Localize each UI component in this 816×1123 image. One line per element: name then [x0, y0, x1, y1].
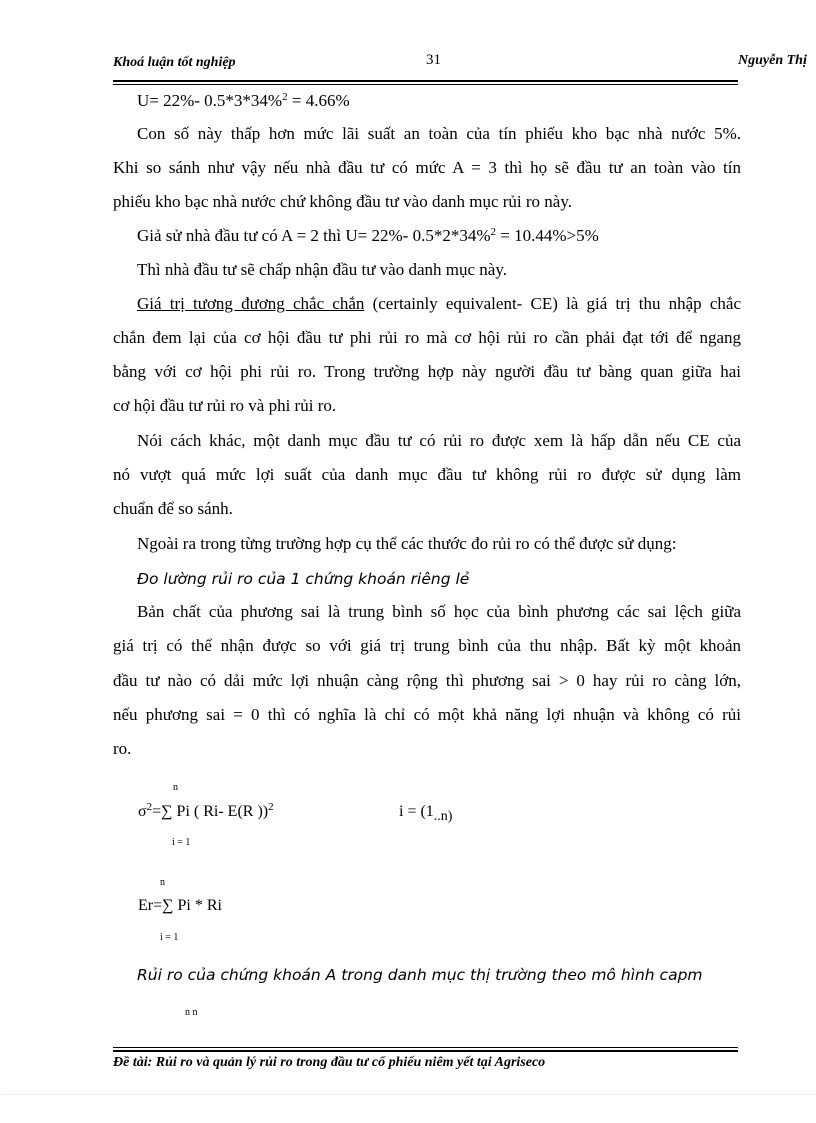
- capm-limits: n n: [185, 1007, 198, 1018]
- page-edge-dotted-line: [0, 1094, 816, 1095]
- variance-upper-limit: n: [173, 782, 178, 793]
- er-lower-limit: i = 1: [160, 932, 179, 943]
- header-right: Nguyễn Thị: [738, 53, 807, 68]
- paragraph-line: chắn đem lại của cơ hội đầu tư phi rủi ro mà cơ hội rủi ro cần phải đạt tới để ngang: [113, 328, 741, 347]
- equation-utility-a3: U= 22%- 0.5*3*34%$^2$ = 4.66%: [137, 91, 350, 110]
- paragraph-line: phiếu kho bạc nhà nước chứ không đầu tư vào danh mục rủi ro này.: [113, 192, 572, 211]
- paragraph-line: ro.: [113, 739, 132, 758]
- section-heading: Đo lường rủi ro của 1 chứng khoán riêng lẻ: [137, 570, 470, 588]
- paragraph-line: Nói cách khác, một danh mục đầu tư có rủi ro được xem là hấp dẫn nếu CE của: [137, 431, 741, 450]
- expected-return-formula: Er=∑ Pi * Ri: [138, 897, 222, 914]
- er-upper-limit: n: [160, 877, 165, 888]
- footer-rule-top: [113, 1047, 738, 1048]
- paragraph-line: Ngoài ra trong từng trường hợp cụ thể các thước đo rủi ro có thể được sử dụng:: [137, 534, 677, 553]
- footer-rule-bottom: [113, 1050, 738, 1052]
- variance-formula: $\sigma^2=\sum$ Pi ( Ri- E(R ))$^2$: [138, 801, 274, 820]
- paragraph-line: chuẩn để so sánh.: [113, 499, 233, 518]
- ce-term: Giá trị tương đương chắc chắn: [137, 294, 365, 313]
- paragraph-line: Khi so sánh như vậy nếu nhà đầu tư có mức A = 3 thì họ sẽ đầu tư an toàn vào tín: [113, 158, 741, 177]
- header-left: Khoá luận tốt nghiệp: [113, 55, 236, 70]
- variance-index-range: i = (1..n): [399, 803, 453, 824]
- paragraph-line: nếu phương sai = 0 thì có nghĩa là chỉ có một khả năng lợi nhuận và không có rủi: [113, 705, 741, 724]
- paragraph-line: Con số này thấp hơn mức lãi suất an toàn của tín phiếu kho bạc nhà nước 5%.: [137, 124, 741, 143]
- footer-title: Đề tài: Rủi ro và quản lý rủi ro trong đầu tư cổ phiếu niêm yết tại Agriseco: [113, 1055, 546, 1070]
- paragraph-line: cơ hội đầu tư rủi ro và phi rủi ro.: [113, 396, 337, 415]
- ce-definition-line: Giá trị tương đương chắc chắn (certainly equivalent- CE) là giá trị thu nhập chắc: [137, 294, 741, 313]
- capm-heading: Rủi ro của chứng khoán A trong danh mục thị trường theo mô hình capm: [137, 966, 703, 984]
- page-number: 31: [426, 52, 441, 68]
- paragraph-line: bằng với cơ hội phi rủi ro. Trong trường hợp này người đầu tư bàng quan giữa hai: [113, 362, 741, 381]
- header-rule-top: [113, 80, 738, 82]
- paragraph-line: Bản chất của phương sai là trung bình số học của bình phương các sai lệch giữa: [137, 602, 741, 621]
- paragraph-line: giá trị có thể nhận được so với giá trị trung bình của thu nhập. Bất kỳ một khoản: [113, 636, 741, 655]
- paragraph-line: Thì nhà đầu tư sẽ chấp nhận đầu tư vào danh mục này.: [137, 260, 507, 279]
- paragraph-line: nó vượt quá mức lợi suất của danh mục đầu tư không rủi ro được sử dụng làm: [113, 465, 741, 484]
- paragraph-line: đầu tư nào có dải mức lợi nhuận càng rộng thì phương sai > 0 hay rủi ro càng lớn,: [113, 671, 741, 690]
- equation-utility-a2: Giả sử nhà đầu tư có A = 2 thì U= 22%- 0.5*2*34%$^2$ = 10.44%>5%: [137, 226, 599, 245]
- variance-lower-limit: i = 1: [172, 837, 191, 848]
- header-rule-bottom: [113, 84, 738, 85]
